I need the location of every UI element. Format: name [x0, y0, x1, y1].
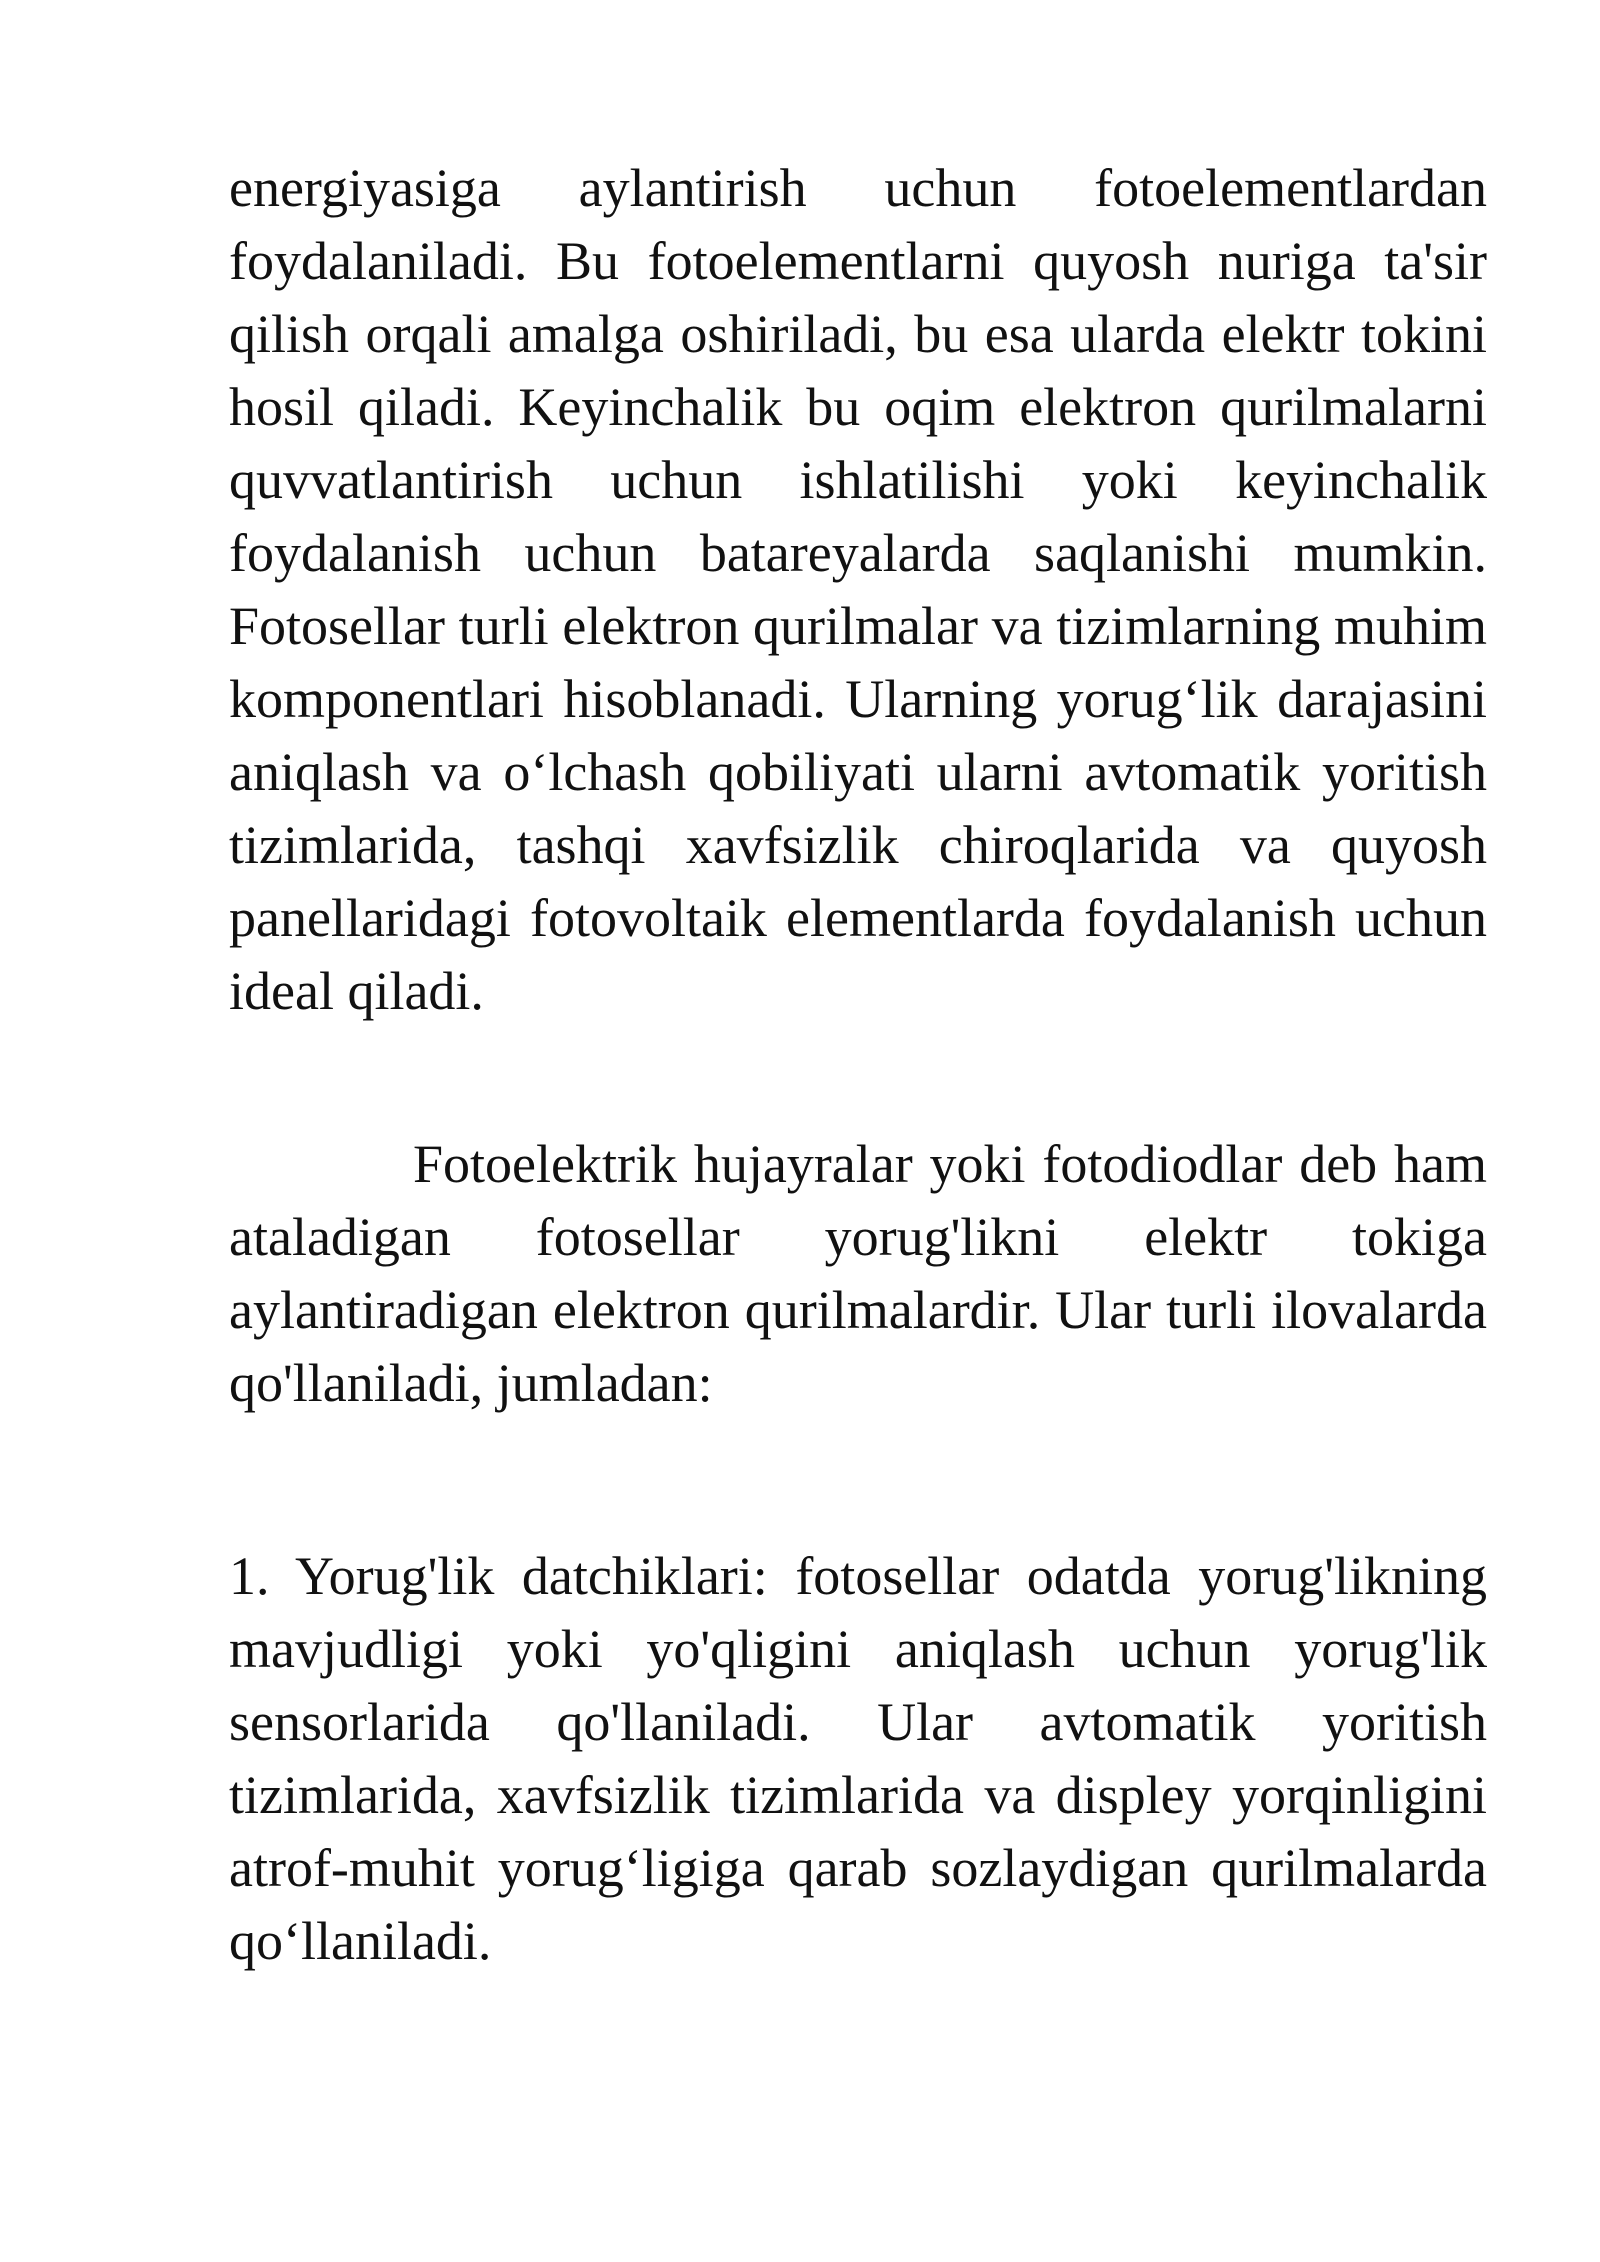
paragraph-continuation: energiyasiga aylantirish uchun fotoelementlardan foydalaniladi. Bu fotoelementlarni quyosh nuriga ta'sir qilish orqali amalga oshiriladi, bu esa ularda elektr tokini hosil qiladi. Keyinchalik bu oqim elektron qurilmalarni quvvatlantirish uchun ishlatilishi yoki keyinchalik foydalanish uchun batareyalarda saqlanishi mumkin. Fotosellar turli elektron qurilmalar va tizimlarning muhim komponentlari hisoblanadi. Ularning yorug‘lik darajasini aniqlash va o‘lchash qobiliyati ularni avtomatik yoritish tizimlarida, tashqi xavfsizlik chiroqlarida va quyosh panellaridagi fotovoltaik elementlarda foydalanish uchun ideal qiladi.: [229, 158, 1487, 1021]
paragraph-photocells-intro: Fotoelektrik hujayralar yoki fotodiodlar deb ham ataladigan fotosellar yorug'likni elektr tokiga aylantiradigan elektron qurilmalardir. Ular turli ilovalarda qo'llaniladi, jumladan:: [229, 1134, 1487, 1413]
list-item-light-sensors: 1. Yorug'lik datchiklari: fotosellar odatda yorug'likning mavjudligi yoki yo'qligini aniqlash uchun yorug'lik sensorlarida qo'llaniladi. Ular avtomatik yoritish tizimlarida, xavfsizlik tizimlarida va displey yorqinligini atrof-muhit yorug‘ligiga qarab sozlaydigan qurilmalarda qo‘llaniladi.: [229, 1546, 1487, 1971]
